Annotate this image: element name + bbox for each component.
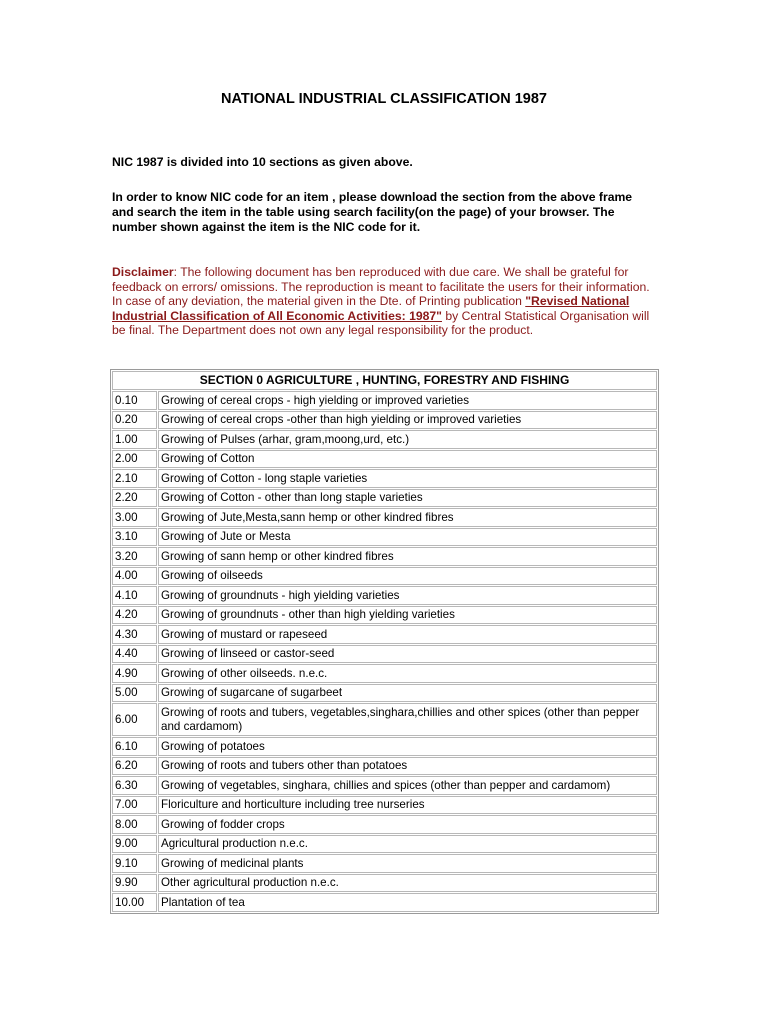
activity-description-cell: Growing of Pulses (arhar, gram,moong,urd, etc.) (158, 430, 657, 449)
table-row (112, 469, 657, 488)
table-row (112, 625, 657, 644)
table-row (112, 893, 657, 912)
table-row (112, 854, 657, 873)
table-row (112, 430, 657, 449)
table-row (112, 737, 657, 756)
activity-description-cell: Growing of mustard or rapeseed (158, 625, 657, 644)
activity-description-cell: Growing of fodder crops (158, 815, 657, 834)
nic-code-cell: 5.00 (112, 684, 157, 703)
nic-code-cell: 4.10 (112, 586, 157, 605)
nic-code-cell: 10.00 (112, 893, 157, 912)
activity-description-cell: Growing of linseed or castor-seed (158, 645, 657, 664)
nic-code-cell: 1.00 (112, 430, 157, 449)
activity-description-cell: Growing of Cotton - other than long staple varieties (158, 489, 657, 508)
nic-code-cell: 9.90 (112, 874, 157, 893)
nic-code-cell: 2.00 (112, 450, 157, 469)
activity-description-cell: Growing of Cotton - long staple varieties (158, 469, 657, 488)
activity-description-cell: Growing of groundnuts - other than high yielding varieties (158, 606, 657, 625)
nic-code-cell: 4.20 (112, 606, 157, 625)
nic-code-cell: 6.00 (112, 703, 157, 736)
activity-description-cell: Growing of Cotton (158, 450, 657, 469)
table-row (112, 757, 657, 776)
nic-code-cell: 6.10 (112, 737, 157, 756)
activity-description-cell: Growing of medicinal plants (158, 854, 657, 873)
nic-code-cell: 3.10 (112, 528, 157, 547)
nic-code-cell: 3.20 (112, 547, 157, 566)
intro-instructions: In order to know NIC code for an item , please download the section from the above frame and search the item in the table using search facility(on the page) of your browser. The number shown against the item is the NIC code for it. (112, 190, 633, 234)
activity-description-cell: Growing of roots and tubers, vegetables,singhara,chillies and other spices (other than pepper and cardamom) (158, 703, 657, 736)
disclaimer-text: : The following document has ben reproduced with due care. We shall be grateful for feedback on errors/ omissions. The reproduction is meant to facilitate the users for their information. In case of any deviation, the material given in the Dte. of Printing publication (112, 265, 650, 309)
nic-code-cell: 9.00 (112, 835, 157, 854)
activity-description-cell: Growing of cereal crops - high yielding or improved varieties (158, 391, 657, 410)
table-row (112, 664, 657, 683)
table-row (112, 391, 657, 410)
table-body (112, 391, 657, 912)
table-row (112, 684, 657, 703)
nic-code-cell: 3.00 (112, 508, 157, 527)
activity-description-cell: Agricultural production n.e.c. (158, 835, 657, 854)
nic-code-cell: 4.40 (112, 645, 157, 664)
activity-description-cell: Growing of potatoes (158, 737, 657, 756)
activity-description-cell: Growing of vegetables, singhara, chillies and spices (other than pepper and cardamom) (158, 776, 657, 795)
disclaimer-text-end: by Central Statistical Organisation will be final. The Department does not own any legal responsibility for the product. (112, 308, 650, 338)
table-row (112, 796, 657, 815)
table-row (112, 411, 657, 430)
activity-description-cell: Growing of Jute,Mesta,sann hemp or other kindred fibres (158, 508, 657, 527)
nic-code-cell: 2.20 (112, 489, 157, 508)
table-row (112, 508, 657, 527)
activity-description-cell: Growing of other oilseeds. n.e.c. (158, 664, 657, 683)
activity-description-cell: Floriculture and horticulture including tree nurseries (158, 796, 657, 815)
disclaimer (112, 265, 657, 338)
nic-code-cell: 4.30 (112, 625, 157, 644)
table-row (112, 528, 657, 547)
nic-code-cell: 4.00 (112, 567, 157, 586)
section-heading: SECTION 0 AGRICULTURE , HUNTING, FORESTRY AND FISHING (112, 371, 657, 390)
table-row (112, 606, 657, 625)
nic-code-cell: 0.20 (112, 411, 157, 430)
activity-description-cell: Growing of oilseeds (158, 567, 657, 586)
nic-code-cell: 8.00 (112, 815, 157, 834)
nic-code-cell: 6.30 (112, 776, 157, 795)
activity-description-cell: Growing of sann hemp or other kindred fibres (158, 547, 657, 566)
table-row (112, 450, 657, 469)
table-row (112, 547, 657, 566)
nic-code-cell: 7.00 (112, 796, 157, 815)
table-row (112, 586, 657, 605)
table-row (112, 874, 657, 893)
activity-description-cell: Growing of groundnuts - high yielding varieties (158, 586, 657, 605)
table-header-row (112, 371, 657, 390)
activity-description-cell: Plantation of tea (158, 893, 657, 912)
nic-code-cell: 0.10 (112, 391, 157, 410)
publication-link[interactable]: "Revised National Industrial Classification of All Economic Activities: 1987" (112, 294, 630, 323)
activity-description-cell: Growing of roots and tubers other than potatoes (158, 757, 657, 776)
table-row (112, 776, 657, 795)
table-row (112, 567, 657, 586)
nic-code-cell: 4.90 (112, 664, 157, 683)
table-row (112, 835, 657, 854)
activity-description-cell: Growing of Jute or Mesta (158, 528, 657, 547)
table-row (112, 489, 657, 508)
activity-description-cell: Other agricultural production n.e.c. (158, 874, 657, 893)
table-row (112, 815, 657, 834)
nic-code-cell: 6.20 (112, 757, 157, 776)
nic-code-cell: 2.10 (112, 469, 157, 488)
table-row (112, 645, 657, 664)
activity-description-cell: Growing of sugarcane of sugarbeet (158, 684, 657, 703)
activity-description-cell: Growing of cereal crops -other than high yielding or improved varieties (158, 411, 657, 430)
nic-code-table (110, 369, 659, 914)
page-title: NATIONAL INDUSTRIAL CLASSIFICATION 1987 (220, 91, 547, 107)
table-row (112, 703, 657, 736)
nic-code-cell: 9.10 (112, 854, 157, 873)
intro-sections-note: NIC 1987 is divided into 10 sections as given above. (112, 155, 413, 169)
disclaimer-label: Disclaimer (112, 265, 174, 279)
